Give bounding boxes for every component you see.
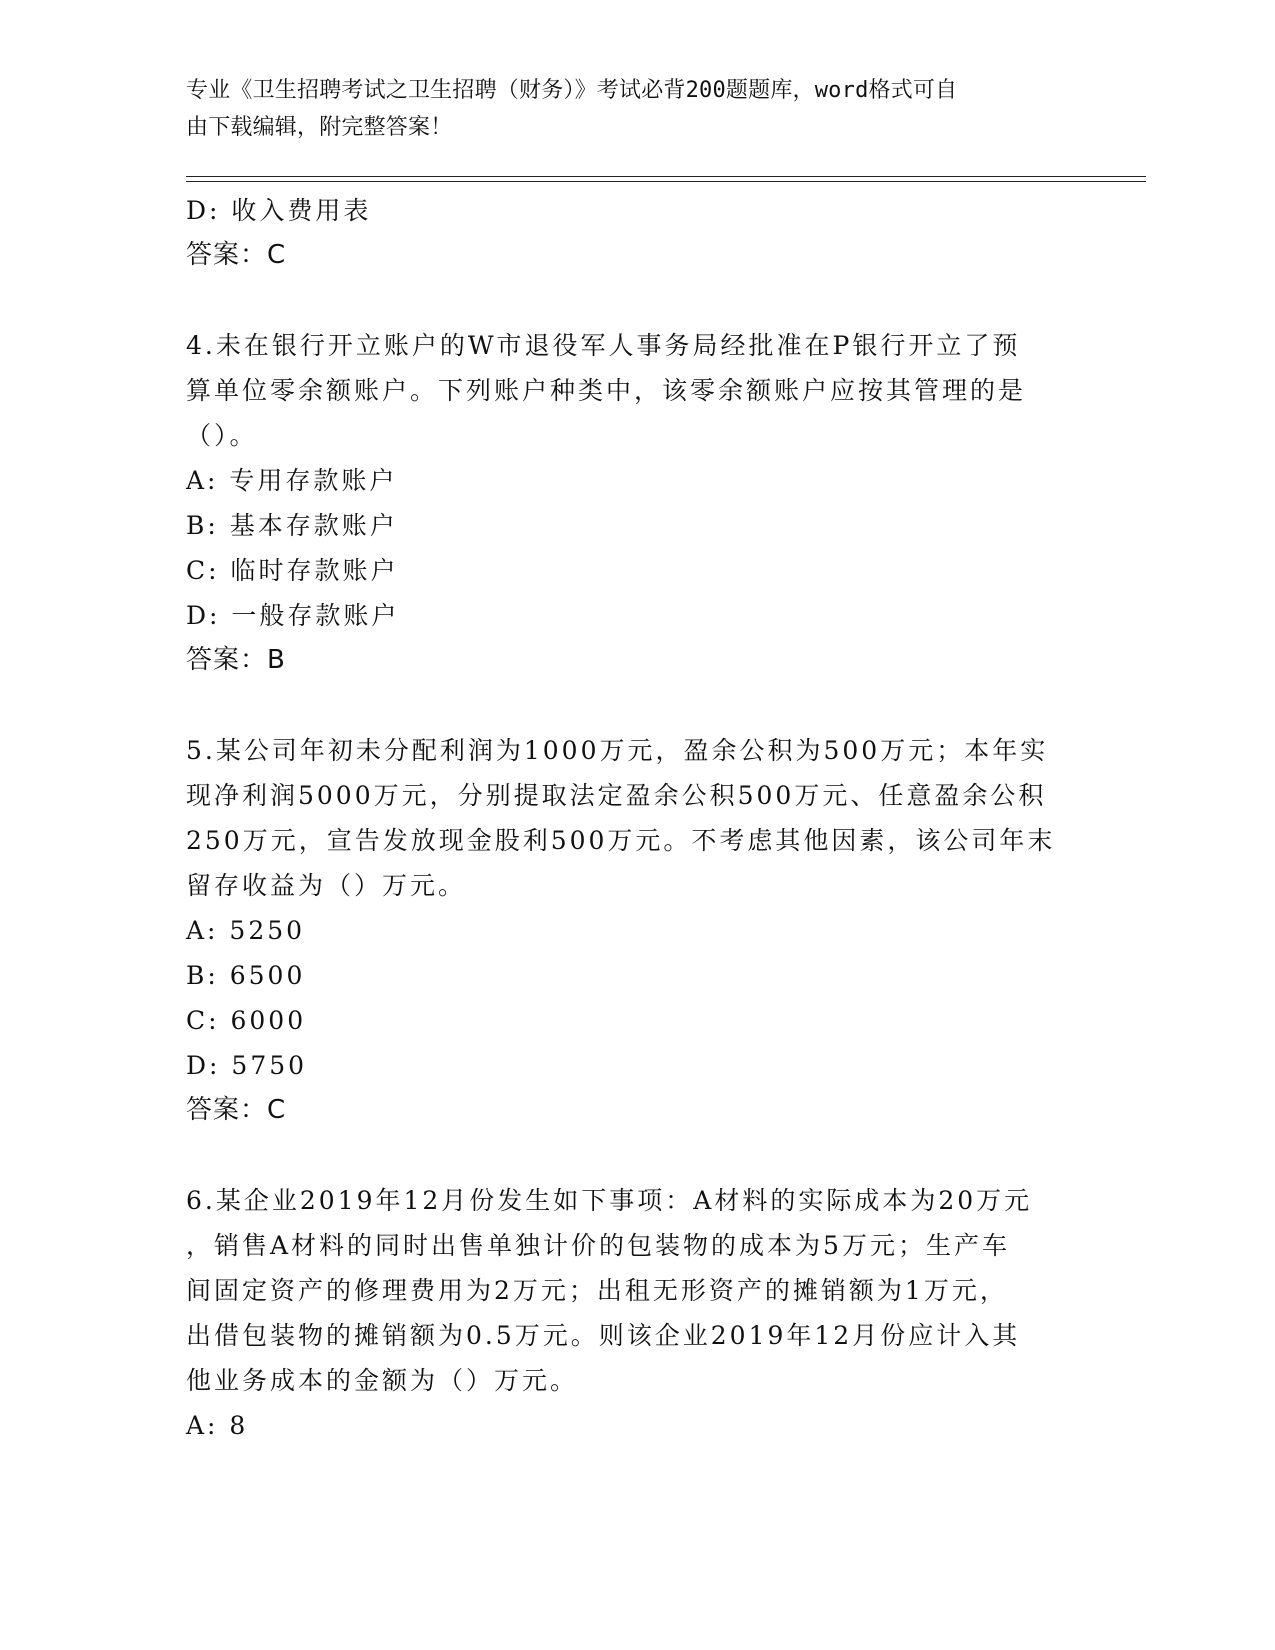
option-a: A: 5250 [186,916,306,945]
option-d: D: 5750 [186,1051,308,1080]
spacer [186,1133,1086,1178]
header-rule-top [186,176,1146,177]
option-d: D: 收入费用表 [186,196,372,225]
answer: 答案：C [186,1095,287,1125]
page-header [186,72,1066,146]
option-d: D: 一般存款账户 [186,601,400,630]
option-a: A: 8 [186,1411,249,1440]
question-3-tail [186,188,1086,278]
answer: 答案：C [186,240,287,270]
spacer [186,683,1086,728]
question-4 [186,323,1086,683]
option-b: B: 6500 [186,961,306,990]
option-b: B: 基本存款账户 [186,511,398,540]
question-5 [186,728,1086,1133]
header-line-1: 专业《卫生招聘考试之卫生招聘（财务）》考试必背200题题库，word格式可自 [186,78,958,103]
question-stem-line: 现净利润5000万元，分别提取法定盈余公积500万元、任意盈余公积 [186,781,1047,810]
question-stem-line: （）。 [186,421,258,450]
question-stem-line: 他业务成本的金额为（）万元。 [186,1366,579,1395]
answer: 答案：B [186,645,286,675]
question-stem-line: 出借包装物的摊销额为0.5万元。则该企业2019年12月份应计入其 [186,1321,1021,1350]
question-stem-line: ，销售A材料的同时出售单独计价的包装物的成本为5万元；生产车 [186,1231,1010,1260]
spacer [186,278,1086,323]
header-rule-bottom [186,181,1146,182]
option-a: A: 专用存款账户 [186,466,398,495]
document-body [186,188,1086,1448]
option-c: C: 6000 [186,1006,307,1035]
question-stem-line: 间固定资产的修理费用为2万元；出租无形资产的摊销额为1万元， [186,1276,1008,1305]
question-stem-line: 6.某企业2019年12月份发生如下事项：A材料的实际成本为20万元 [186,1186,1033,1215]
question-6 [186,1178,1086,1448]
question-stem-line: 4.未在银行开立账户的W市退役军人事务局经批准在P银行开立了预 [186,331,1021,360]
question-stem-line: 5.某公司年初未分配利润为1000万元，盈余公积为500万元；本年实 [186,736,1049,765]
question-stem-line: 250万元，宣告发放现金股利500万元。不考虑其他因素，该公司年末 [186,826,1056,855]
question-stem-line: 留存收益为（）万元。 [186,871,467,900]
option-c: C: 临时存款账户 [186,556,399,585]
question-stem-line: 算单位零余额账户。下列账户种类中，该零余额账户应按其管理的是 [186,376,1027,405]
header-line-2: 由下载编辑，附完整答案！ [186,115,453,140]
